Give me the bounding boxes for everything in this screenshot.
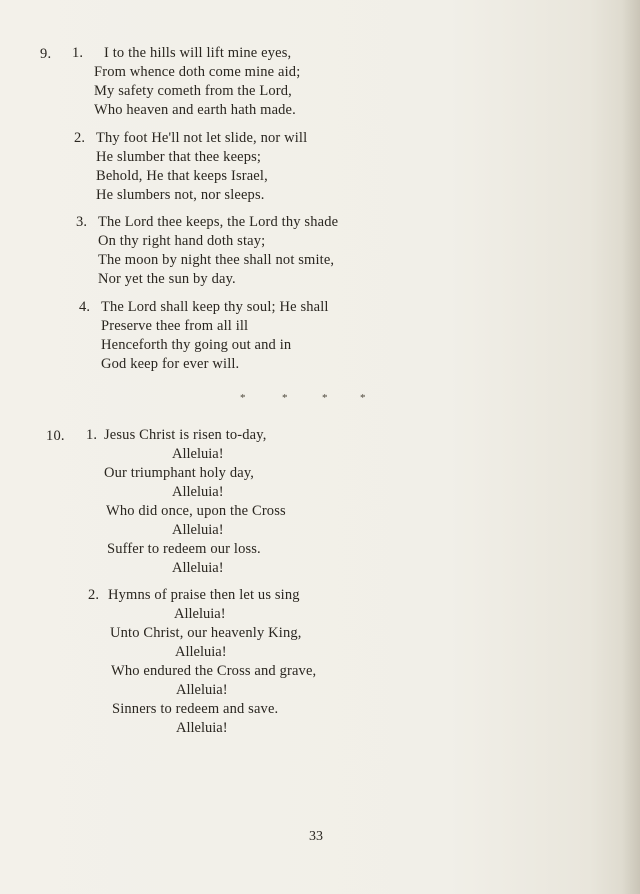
verse-text: The Lord thee keeps, the Lord thy shade bbox=[98, 214, 339, 230]
verse-text: Thy foot He'll not let slide, nor will bbox=[96, 130, 308, 146]
stanza-line: Who endured the Cross and grave, bbox=[111, 663, 317, 679]
stanza-line: My safety cometh from the Lord, bbox=[94, 83, 292, 99]
stanza-line: Suffer to redeem our loss. bbox=[107, 541, 261, 557]
stanza-line: Henceforth thy going out and in bbox=[101, 337, 292, 353]
stanza-line: On thy right hand doth stay; bbox=[98, 233, 266, 249]
stanza-line: Nor yet the sun by day. bbox=[98, 271, 236, 287]
alleluia-refrain: Alleluia! bbox=[172, 484, 224, 500]
stanza-line: Preserve thee from all ill bbox=[101, 318, 249, 334]
stanza-number: 1. bbox=[86, 427, 98, 443]
stanza-line: Sinners to redeem and save. bbox=[112, 701, 279, 717]
stanza-number: 2. bbox=[74, 130, 86, 146]
hymn-9-stanza-2 bbox=[74, 129, 307, 205]
stanza-line bbox=[86, 426, 286, 445]
verse-text: Hymns of praise then let us sing bbox=[108, 587, 300, 603]
alleluia-refrain: Alleluia! bbox=[174, 606, 226, 622]
hymn-9-stanza-3 bbox=[76, 213, 338, 289]
stanza-line: Our triumphant holy day, bbox=[104, 465, 255, 481]
stanza-number: 3. bbox=[76, 214, 88, 230]
hymn-10-stanza-2 bbox=[88, 586, 316, 738]
stanza-line: From whence doth come mine aid; bbox=[94, 64, 301, 80]
stanza-number: 4. bbox=[79, 299, 91, 315]
divider-asterisk: * bbox=[360, 392, 366, 404]
stanza-line: He slumber that thee keeps; bbox=[96, 149, 262, 165]
stanza-line bbox=[72, 44, 300, 63]
stanza-line: God keep for ever will. bbox=[101, 356, 240, 372]
hymn-9-stanza-4 bbox=[79, 298, 329, 374]
stanza-line bbox=[88, 586, 316, 605]
page-number: 33 bbox=[309, 829, 323, 844]
verse-text: Jesus Christ is risen to-day, bbox=[104, 427, 267, 443]
stanza-line: Unto Christ, our heavenly King, bbox=[110, 625, 302, 641]
stanza-number: 1. bbox=[72, 45, 84, 61]
alleluia-refrain: Alleluia! bbox=[172, 522, 224, 538]
hymn-9-stanza-1 bbox=[72, 44, 300, 120]
stanza-line bbox=[74, 129, 307, 148]
stanza-line bbox=[76, 213, 338, 232]
alleluia-refrain: Alleluia! bbox=[172, 560, 224, 576]
stanza-line bbox=[79, 298, 329, 317]
alleluia-refrain: Alleluia! bbox=[175, 644, 227, 660]
stanza-line: Behold, He that keeps Israel, bbox=[96, 168, 268, 184]
divider-asterisk: * bbox=[322, 392, 328, 404]
alleluia-refrain: Alleluia! bbox=[176, 720, 228, 736]
verse-text: I to the hills will lift mine eyes, bbox=[104, 45, 292, 61]
hymn-number-9: 9. bbox=[40, 46, 52, 62]
alleluia-refrain: Alleluia! bbox=[176, 682, 228, 698]
stanza-line: He slumbers not, nor sleeps. bbox=[96, 187, 265, 203]
stanza-line: The moon by night thee shall not smite, bbox=[98, 252, 335, 268]
page-edge-shadow bbox=[622, 0, 640, 894]
hymn-10-stanza-1 bbox=[86, 426, 286, 578]
alleluia-refrain: Alleluia! bbox=[172, 446, 224, 462]
stanza-line: Who heaven and earth hath made. bbox=[94, 102, 296, 118]
stanza-line: Who did once, upon the Cross bbox=[106, 503, 286, 519]
verse-text: The Lord shall keep thy soul; He shall bbox=[101, 299, 329, 315]
section-divider bbox=[232, 392, 372, 408]
divider-asterisk: * bbox=[240, 392, 246, 404]
hymn-number-10: 10. bbox=[46, 428, 65, 444]
stanza-number: 2. bbox=[88, 587, 100, 603]
divider-asterisk: * bbox=[282, 392, 288, 404]
